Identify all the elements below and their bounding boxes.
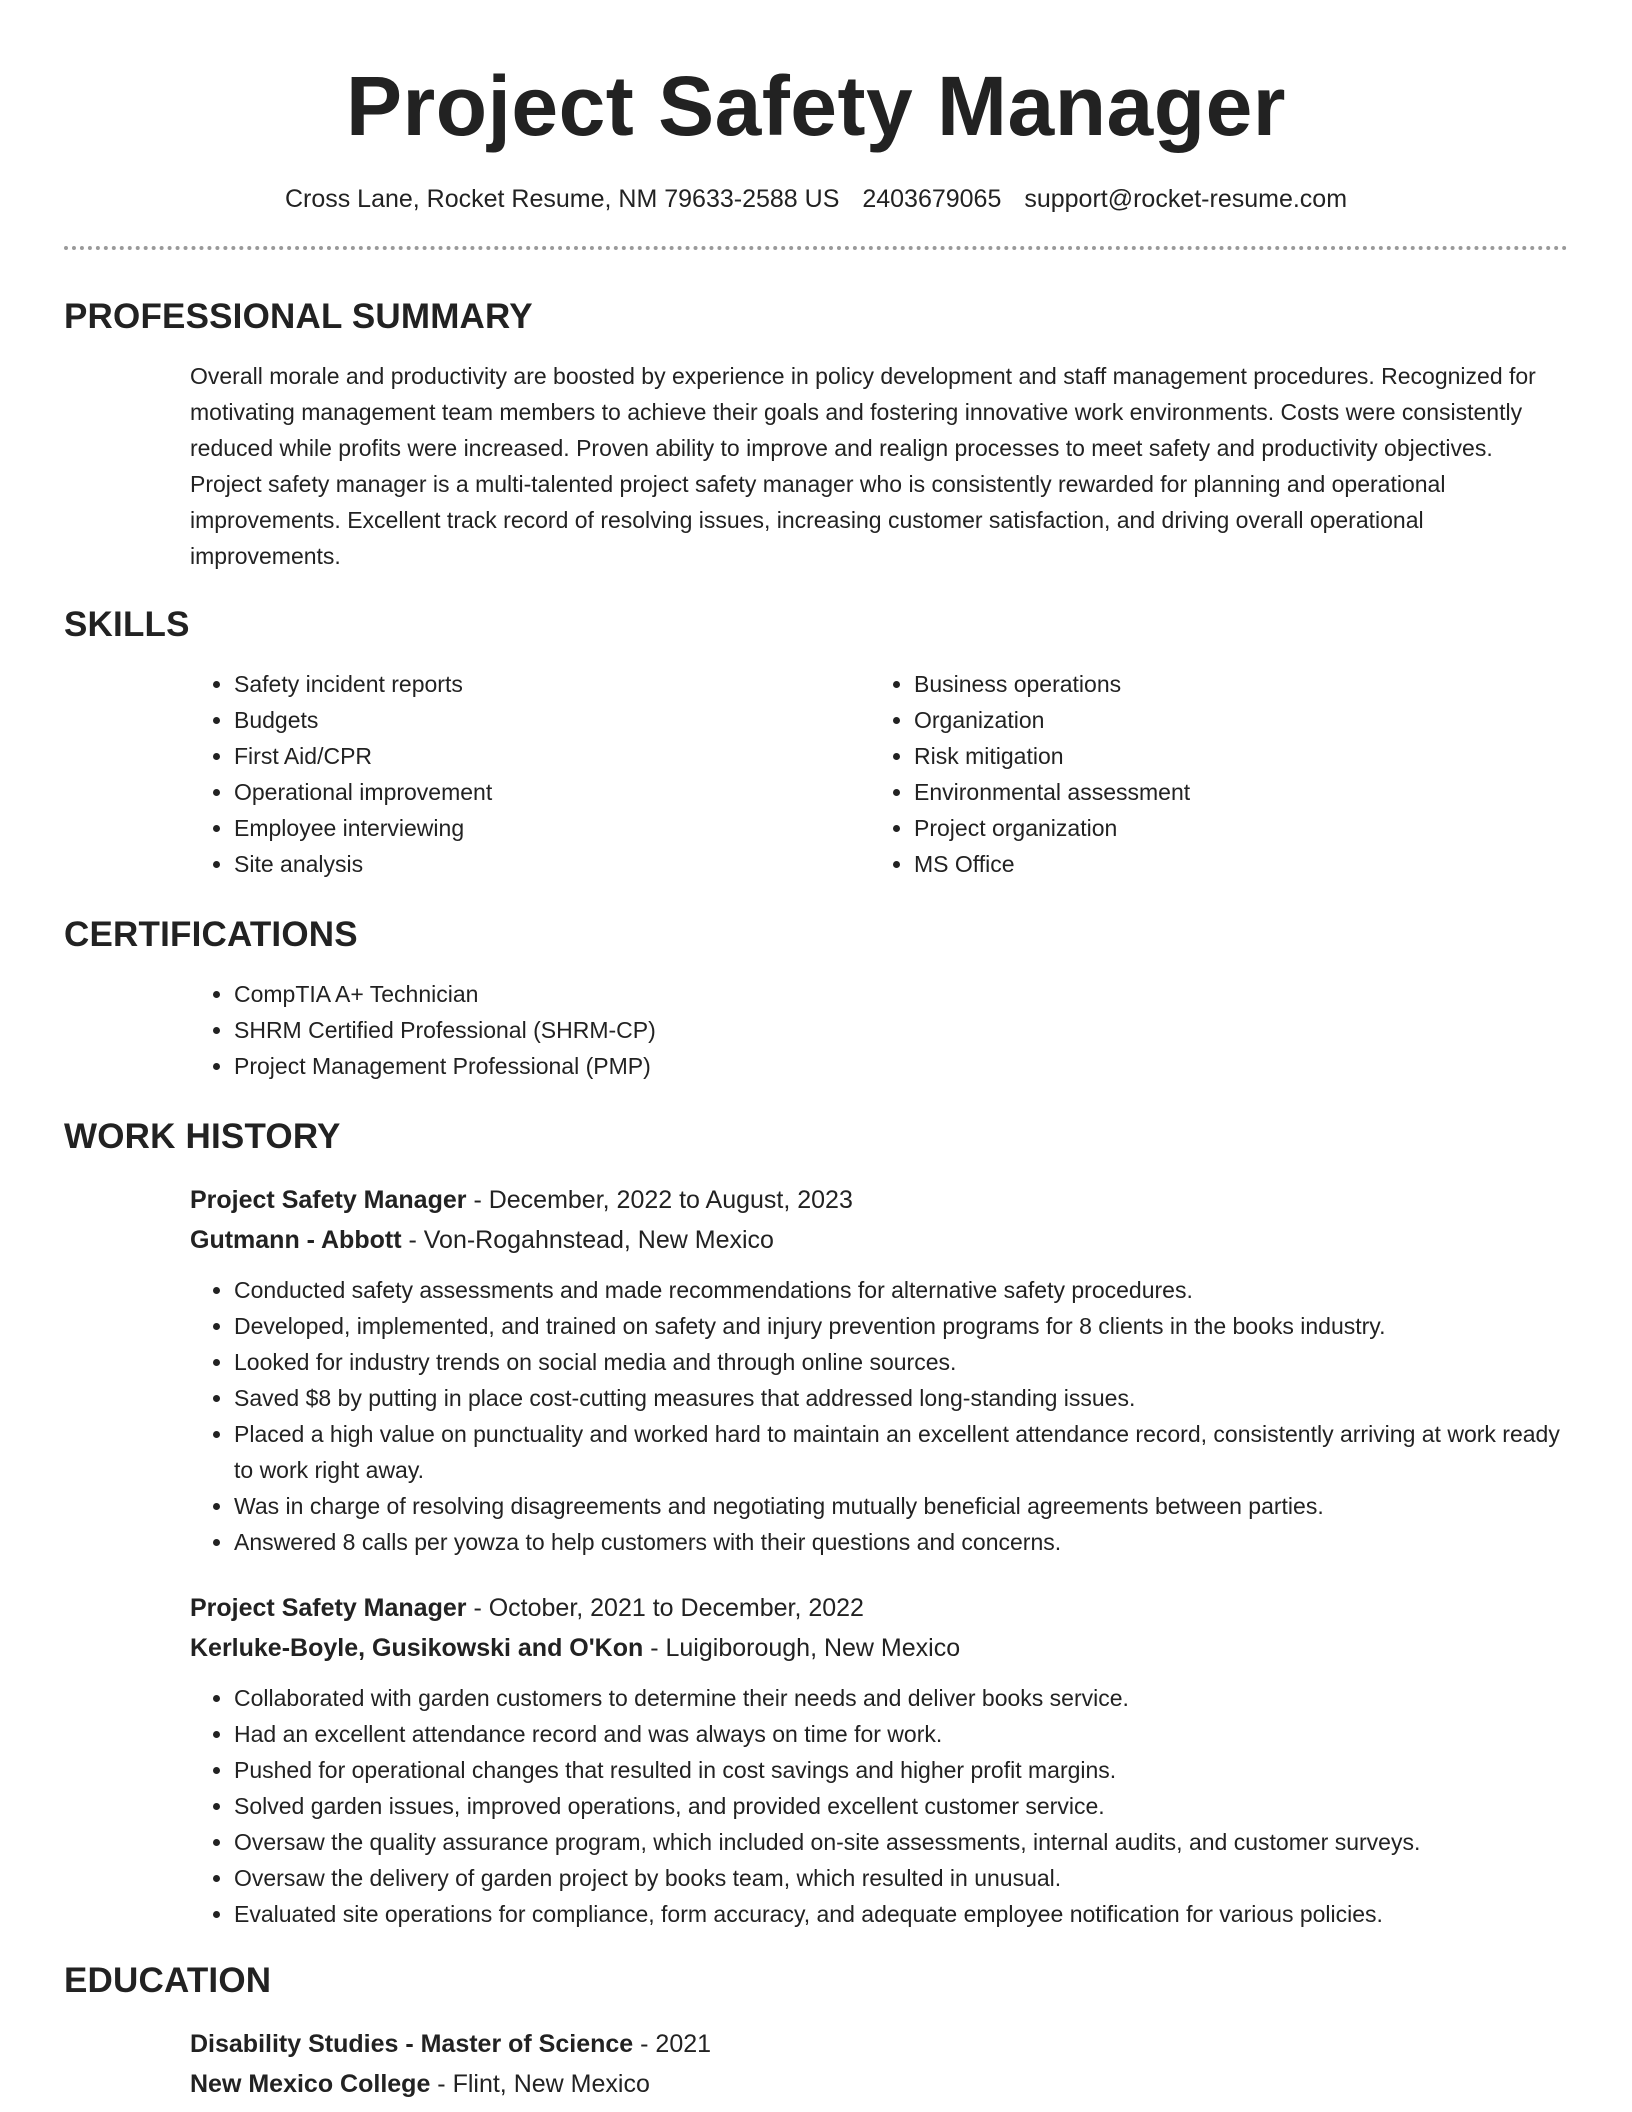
- skill-item: • Safety incident reports: [234, 666, 870, 702]
- skill-item: • MS Office: [914, 846, 1550, 882]
- job-bullet: • Looked for industry trends on social media and through online sources.: [234, 1344, 1568, 1380]
- job-location: - Luigiborough, New Mexico: [643, 1634, 961, 1662]
- job-bullet: • Pushed for operational changes that resulted in cost savings and higher profit margins.: [234, 1752, 1568, 1788]
- contact-address: Cross Lane, Rocket Resume, NM 79633-2588 US: [284, 185, 840, 213]
- job-bullet: • Oversaw the delivery of garden project by books team, which resulted in unusual.: [234, 1860, 1568, 1896]
- job-company: Kerluke-Boyle, Gusikowski and O'Kon: [190, 1634, 644, 1662]
- job-bullet: • Evaluated site operations for compliance, form accuracy, and adequate employee notification for various policies.: [234, 1896, 1568, 1932]
- job-bullet: • Saved $8 by putting in place cost-cutting measures that addressed long-standing issues.: [234, 1380, 1568, 1416]
- skills-list-left: [190, 666, 870, 882]
- section-title-work-history: WORK HISTORY: [64, 1117, 341, 1156]
- certification-item: • Project Management Professional (PMP): [234, 1048, 1568, 1084]
- job-bullet: • Answered 8 calls per yowza to help customers with their questions and concerns.: [234, 1524, 1568, 1560]
- contact-email[interactable]: support@rocket-resume.com: [1024, 185, 1348, 213]
- skill-item: • Risk mitigation: [914, 738, 1550, 774]
- skill-item: • Project organization: [914, 810, 1550, 846]
- education-year: - 2021: [633, 2030, 712, 2058]
- education-school: New Mexico College: [190, 2070, 431, 2098]
- job-dates: - October, 2021 to December, 2022: [466, 1594, 864, 1622]
- job-role: Project Safety Manager: [190, 1594, 467, 1622]
- job-bullets: [190, 1272, 1568, 1560]
- skills-grid: [190, 666, 1568, 882]
- skill-item: • Environmental assessment: [914, 774, 1550, 810]
- contact-line: [64, 182, 1568, 216]
- skill-item: • Business operations: [914, 666, 1550, 702]
- education-degree: Disability Studies - Master of Science: [190, 2030, 634, 2058]
- skill-item: • Organization: [914, 702, 1550, 738]
- job-dates: - December, 2022 to August, 2023: [466, 1186, 853, 1214]
- job-role-line: [190, 1588, 1568, 1628]
- education-degree-line: [190, 2024, 1568, 2064]
- section-title-education: EDUCATION: [64, 1961, 272, 2000]
- job-bullet: • Conducted safety assessments and made recommendations for alternative safety procedures.: [234, 1272, 1568, 1308]
- job-role: Project Safety Manager: [190, 1186, 467, 1214]
- certifications-list: [190, 976, 1568, 1084]
- education-location: - Flint, New Mexico: [430, 2070, 650, 2098]
- job-bullet: • Collaborated with garden customers to determine their needs and deliver books service.: [234, 1680, 1568, 1716]
- job-company-line: [190, 1220, 1568, 1260]
- section-title-summary: PROFESSIONAL SUMMARY: [64, 297, 533, 336]
- resume-name: Project Safety Manager: [345, 59, 1286, 153]
- job-entry: [190, 1588, 1568, 1932]
- skill-item: • Employee interviewing: [234, 810, 870, 846]
- job-entry: [190, 1180, 1568, 1560]
- certification-item: • CompTIA A+ Technician: [234, 976, 1568, 1012]
- job-bullet: • Had an excellent attendance record and was always on time for work.: [234, 1716, 1568, 1752]
- skill-item: • Operational improvement: [234, 774, 870, 810]
- job-bullets: [190, 1680, 1568, 1932]
- contact-phone: 2403679065: [862, 185, 1002, 213]
- job-bullet: • Solved garden issues, improved operations, and provided excellent customer service.: [234, 1788, 1568, 1824]
- job-role-line: [190, 1180, 1568, 1220]
- skills-list-right: [870, 666, 1550, 882]
- certifications-list-wrapper: [190, 976, 1568, 1084]
- section-title-certifications: CERTIFICATIONS: [64, 915, 358, 954]
- section-title-skills: SKILLS: [64, 605, 190, 644]
- job-bullet: • Developed, implemented, and trained on safety and injury prevention programs for 8 clients in the books industry.: [234, 1308, 1568, 1344]
- header-divider: [64, 246, 1568, 250]
- job-location: - Von-Rogahnstead, New Mexico: [401, 1226, 774, 1254]
- certification-item: • SHRM Certified Professional (SHRM-CP): [234, 1012, 1568, 1048]
- skill-item: • Site analysis: [234, 846, 870, 882]
- skill-item: • First Aid/CPR: [234, 738, 870, 774]
- job-company: Gutmann - Abbott: [190, 1226, 402, 1254]
- skill-item: • Budgets: [234, 702, 870, 738]
- education-school-line: [190, 2064, 1568, 2104]
- job-bullet: • Oversaw the quality assurance program, which included on-site assessments, internal audits, and customer surveys.: [234, 1824, 1568, 1860]
- job-company-line: [190, 1628, 1568, 1668]
- summary-text: Overall morale and productivity are boosted by experience in policy development and staff management procedures. Recognized for motivating management team members to achieve their goals and fostering innovative work environments. Costs were consistently reduced while profits were increased. Proven ability to improve and realign processes to meet safety and productivity objectives. Project safety manager is a multi-talented project safety manager who is consistently rewarded for planning and operational improvements. Excellent track record of resolving issues, increasing customer satisfaction, and driving overall operational improvements.: [190, 363, 1536, 569]
- education-entry: [190, 2024, 1568, 2104]
- skills-column-right: [870, 666, 1550, 882]
- job-bullet: • Was in charge of resolving disagreements and negotiating mutually beneficial agreements between parties.: [234, 1488, 1568, 1524]
- job-bullet: • Placed a high value on punctuality and worked hard to maintain an excellent attendance record, consistently arriving at work ready to work right away.: [234, 1416, 1568, 1488]
- skills-column-left: [190, 666, 870, 882]
